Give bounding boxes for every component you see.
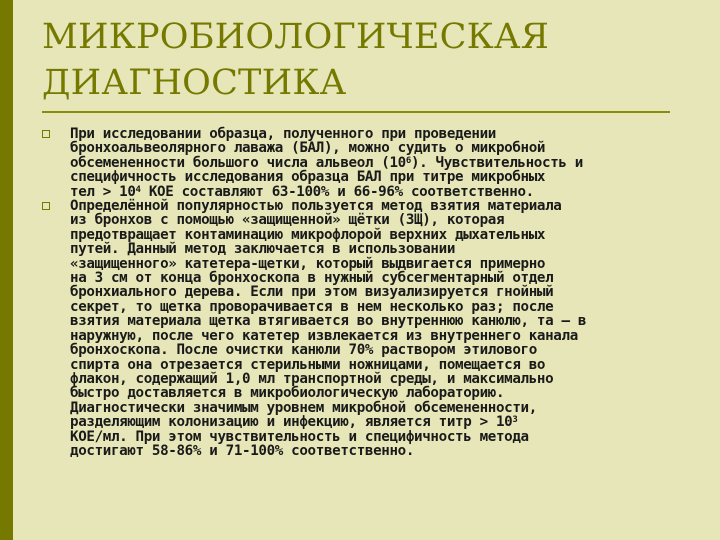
bullet-text-brush [70,199,714,458]
bal-text-part-2: ). Чувствительность и специфичность исследования образца БАЛ при титре микробных тел > 10 [70,154,583,200]
bullet-item-bal [42,127,714,199]
bal-text-part-3: КОЕ составляют 63-100% и 66-96% соответственно. [140,183,534,200]
bal-exponent-1: 6 [405,155,411,166]
square-bullet-icon [42,130,50,138]
bal-text-part-1: При исследовании образца, полученного при проведении бронхоальвеолярного лаважа (БАЛ), можно судить о микробной обсемененности большого числа альвеол (10 [70,126,546,171]
decorative-side-bar [0,0,13,540]
title-underline [42,111,670,113]
slide-title-line-2: ДИАГНОСТИКА [42,63,347,103]
slide-title-line-1: МИКРОБИОЛОГИЧЕСКАЯ [42,17,550,57]
bullet-text-bal [70,127,714,199]
bullet-item-brush [42,199,714,458]
bullet-list [42,127,714,458]
square-bullet-icon [42,202,50,210]
brush-text-part-2: КОЕ/мл. При этом чувствительность и специфичность метода достигают 58-86% и 71-100% соответственно. [70,428,529,459]
slide-title [42,14,682,106]
brush-exponent-1: 3 [512,415,518,426]
brush-text-part-1: Определённой популярностью пользуется метод взятия материала из бронхов с помощью «защищенной» щётки (ЗЩ), которая предотвращает контаминацию микрофлорой верхних дыхательных путей. Данный метод заключается в использовании «защищенного» катетера-щетки, который выдвигается примерно на 3 см от конца бронхоскопа в нужный субсегментарный отдел бронхиального дерева. Если при этом визуализируется гнойный секрет, то щетка проворачивается в нем несколько раз; после взятия материала щетка втягивается во внутреннюю канюлю, та – в наружную, после чего катетер извлекается из внутреннего канала бронхоскопа. После очистки канюли 70% раствором этилового спирта она отрезается стерильными ножницами, помещается во флакон, содержащий 1,0 мл транспортной среды, и максимально быстро доставляется в микробиологическую лабораторию. Диагностически значимым уровнем микробной обсемененности, разделяющим колонизацию и инфекцию, является титр > 10 [70,198,587,431]
bal-exponent-2: 4 [135,184,141,195]
